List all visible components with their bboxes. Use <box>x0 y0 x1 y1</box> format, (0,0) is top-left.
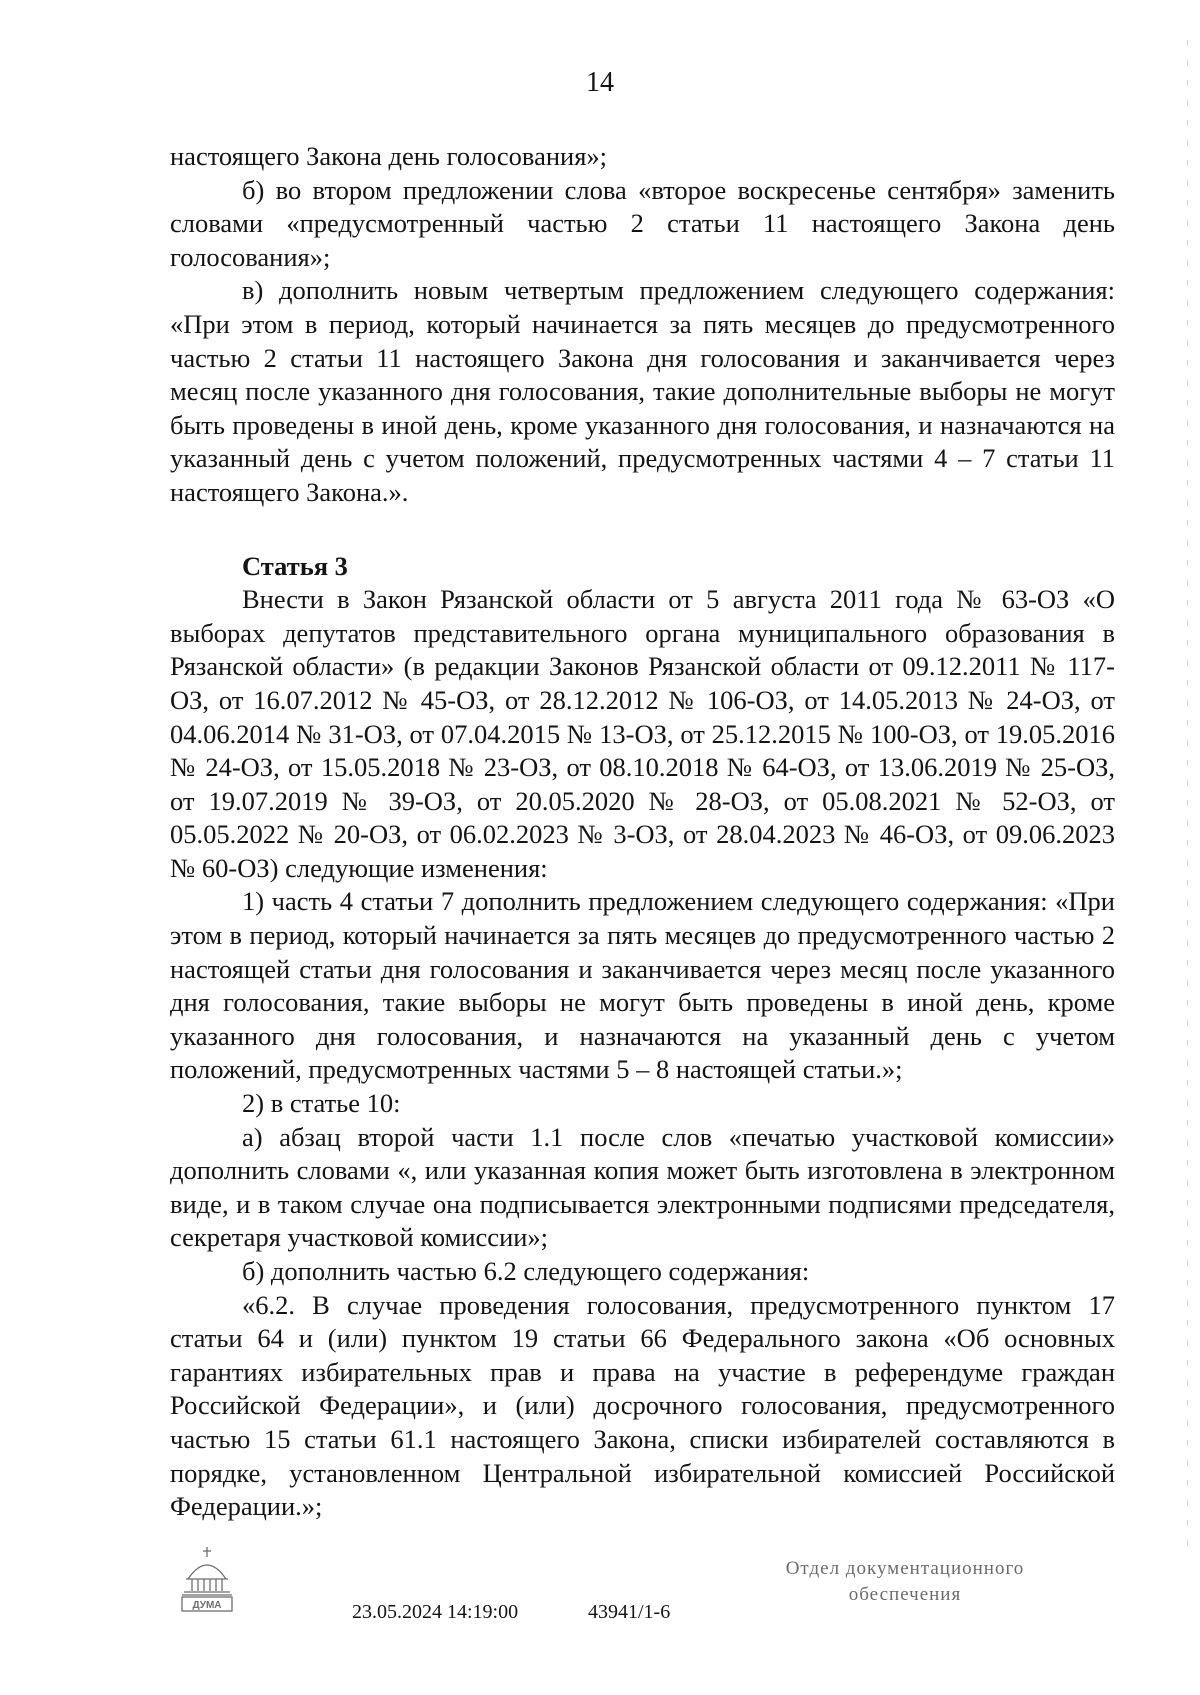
paragraph-item-v: в) дополнить новым четвертым предложением следующего содержания: «При этом в период, который начинается за пять месяцев до предусмотренного частью 2 статьи 11 настоящего Закона дня голосования и заканчивается через месяц после указанного дня голосования, такие дополнительные выборы не могут быть проведены в иной день, кроме указанного дня голосования, и назначаются на указанный день с учетом положений, предусмотренных частями 4 – 7 статьи 11 настоящего Закона.». <box>170 275 1115 507</box>
document-body <box>170 140 1115 1524</box>
paragraph-continuation: настоящего Закона день голосования»; <box>170 141 607 171</box>
paragraph-item-1: 1) часть 4 статьи 7 дополнить предложением следующего содержания: «При этом в период, который начинается за пять месяцев до предусмотренного частью 2 настоящей статьи дня голосования и заканчивается через месяц после указанного дня голосования, такие выборы не могут быть проведены в иной день, кроме указанного дня голосования, и назначаются на указанный день с учетом положений, предусмотренных частями 5 – 8 настоящей статьи.»; <box>170 886 1115 1085</box>
department-stamp <box>740 1556 1070 1608</box>
footer-document-number: 43941/1-6 <box>588 1601 671 1623</box>
paragraph-item-b2: б) дополнить частью 6.2 следующего содержания: <box>242 1256 810 1286</box>
page-number: 14 <box>586 67 614 98</box>
paragraph-article-intro: Внести в Закон Рязанской области от 5 августа 2011 года № 63-ОЗ «О выборах депутатов представительного органа муниципального образования в Рязанской области» (в редакции Законов Рязанской области от 09.12.2011 № 117-ОЗ, от 16.07.2012 № 45-ОЗ, от 28.12.2012 № 106-ОЗ, от 14.05.2013 № 24-ОЗ, от 04.06.2014 № 31-ОЗ, от 07.04.2015 № 13-ОЗ, от 25.12.2015 № 100-ОЗ, от 19.05.2016 № 24-ОЗ, от 15.05.2018 № 23-ОЗ, от 08.10.2018 № 64-ОЗ, от 13.06.2019 № 25-ОЗ, от 19.07.2019 № 39-ОЗ, от 20.05.2020 № 28-ОЗ, от 05.08.2021 № 52-ОЗ, от 05.05.2022 № 20-ОЗ, от 06.02.2023 № 3-ОЗ, от 28.04.2023 № 46-ОЗ, от 09.06.2023 № 60-ОЗ) следующие изменения: <box>170 584 1115 883</box>
paragraph-part-6-2: «6.2. В случае проведения голосования, предусмотренного пунктом 17 статьи 64 и (или) пунктом 19 статьи 66 Федерального закона «Об основных гарантиях избирательных прав и права на участие в референдуме граждан Российской Федерации», и (или) досрочного голосования, предусмотренного частью 15 статьи 61.1 настоящего Закона, списки избирателей составляются в порядке, установленном Центральной избирательной комиссией Российской Федерации.»; <box>170 1289 1115 1522</box>
paragraph-item-b: б) во втором предложении слова «второе воскресенье сентября» заменить словами «предусмотренный частью 2 статьи 11 настоящего Закона день голосования»; <box>170 174 1115 272</box>
article-heading: Статья 3 <box>242 550 348 581</box>
duma-emblem-icon <box>178 1545 236 1615</box>
duma-logo <box>178 1545 236 1615</box>
footer-timestamp: 23.05.2024 14:19:00 <box>352 1601 519 1623</box>
paragraph-item-2: 2) в статье 10: <box>242 1088 401 1119</box>
logo-label: ДУМА <box>192 1600 222 1611</box>
spacer <box>170 510 1115 550</box>
scan-edge-artifact <box>1186 40 1189 1560</box>
paragraph-item-a: а) абзац второй части 1.1 после слов «печатью участковой комиссии» дополнить словами «, или указанная копия может быть изготовлена в электронном виде, и в таком случае она подписывается электронными подписями председателя, секретаря участковой комиссии»; <box>170 1121 1115 1253</box>
stamp-line-2: обеспечения <box>848 1584 962 1605</box>
stamp-line-1: Отдел документационного <box>785 1558 1025 1579</box>
